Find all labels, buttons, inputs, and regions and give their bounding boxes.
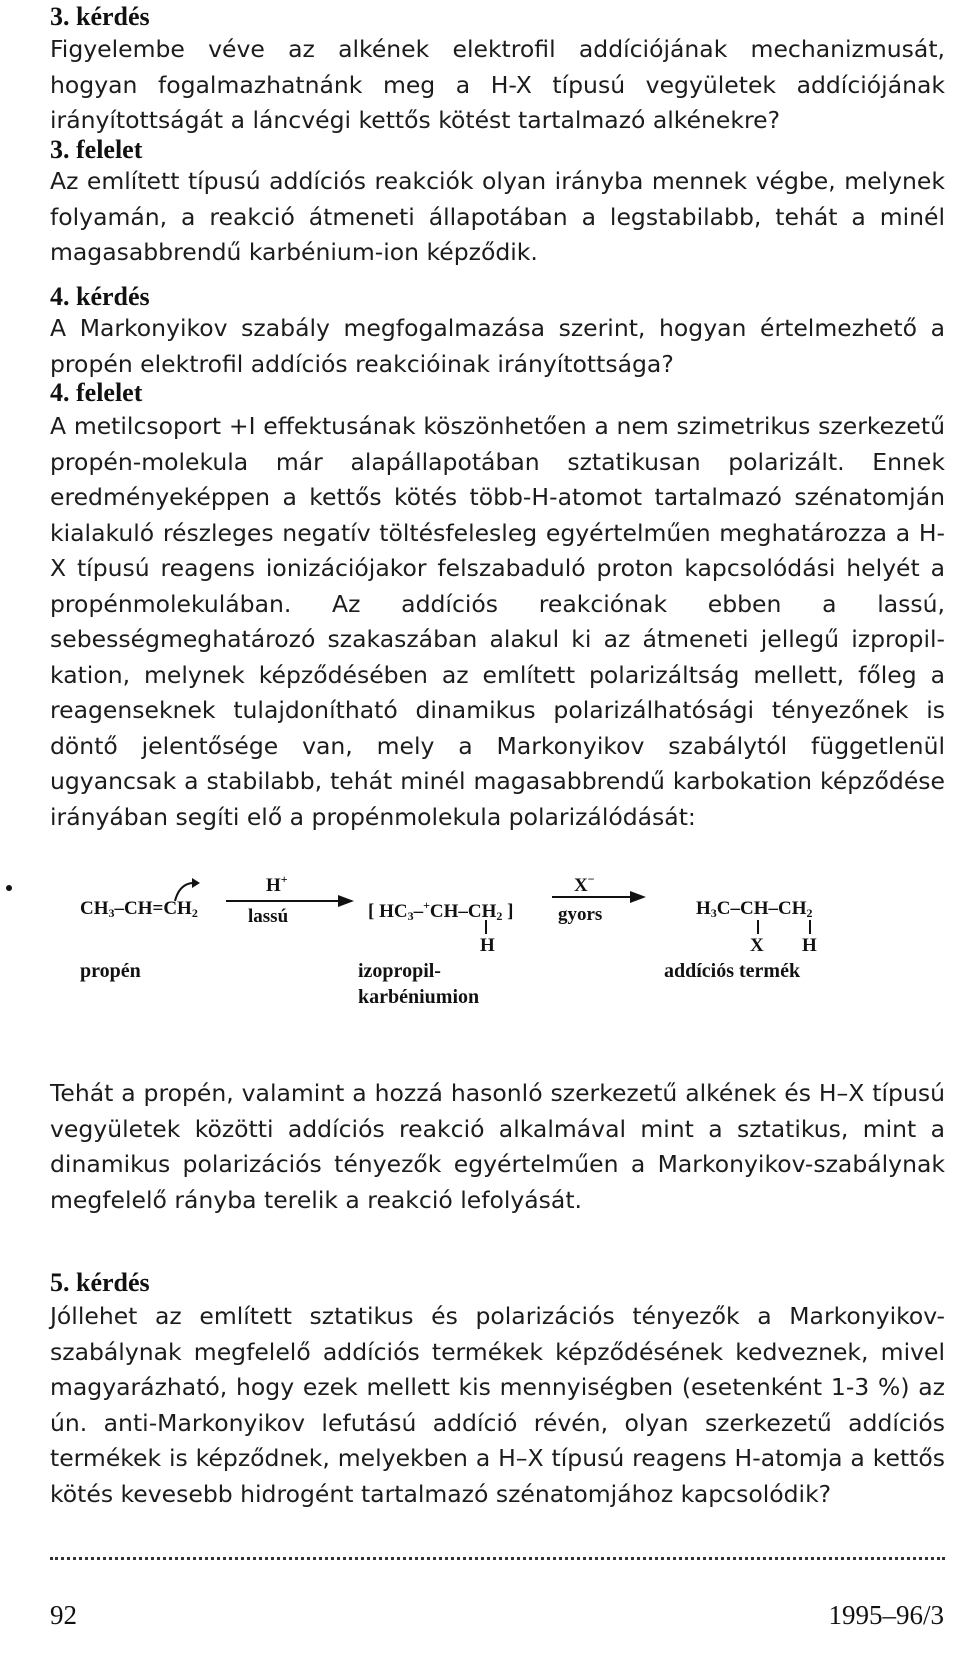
curved-arrow-icon	[170, 875, 210, 905]
reaction-arrow-1-icon	[226, 894, 356, 908]
product-x: X	[750, 935, 764, 956]
footer-rule	[50, 1557, 945, 1560]
arrow1-reagent: H+	[266, 872, 288, 896]
answer-3-heading: 3. felelet	[50, 135, 143, 164]
page-number: 92	[50, 1600, 77, 1630]
question-5-heading: 5. kérdés	[50, 1268, 150, 1297]
label-intermediate-line2: karbéniumion	[358, 986, 480, 1008]
label-intermediate-line1: izopropil-	[358, 960, 441, 982]
arrow2-condition: gyors	[558, 904, 603, 925]
question-4-text: A Markonyikov szabály megfogalmazása szerint, hogyan értelmezhető a propén elektrofil addíciós reakcióinak irányítottsága?	[50, 314, 945, 378]
label-reactant: propén	[80, 960, 141, 982]
product-formula: $H_3C-CH-CH_2$	[696, 898, 813, 920]
intermediate-h: H	[480, 935, 495, 956]
margin-bullet	[6, 885, 12, 891]
question-5-text: Jóllehet az említett sztatikus és polarizációs tényezők a Markonyikov-szabálynak megfelelő addíciós termékek képződésének kedveznek, mivel magyarázható, hogy ezek mellett kis mennyiségben (esetenként 1-3 %) az ún. anti-Markonyikov lefutású addíció révén, olyan szerkezetű addíciós termékek is képződnek, melyekben a H–X típusú reagens H-atomja a kettős kötés kevesebb hidrogént tartalmazó szénatomjához kapcsolódik?	[50, 1302, 945, 1508]
reactant-formula: $CH_3-CH=CH_2$	[80, 898, 198, 920]
question-4-heading: 4. kérdés	[50, 282, 150, 311]
bond-line	[484, 920, 488, 936]
arrow2-reagent: X−	[574, 872, 595, 896]
conclusion-text: Tehát a propén, valamint a hozzá hasonló szerkezetű alkének és H–X típusú vegyületek közötti addíciós reakció alkalmával mint a sztatikus, mint a dinamikus polarizációs tényezők egyértelműen a Markonyikov-szabálynak megfelelő rányba terelik a reakció lefolyását.	[50, 1079, 945, 1214]
question-3-text: Figyelembe véve az alkének elektrofil addíciójának mechanizmusát, hogyan fogalmazhatnánk meg a H-X típusú vegyületek addíciójának irányítottságát a láncvégi kettős kötést tartalmazó alkénekre?	[50, 35, 945, 134]
product-bond-lines	[754, 920, 814, 936]
label-product: addíciós termék	[664, 960, 801, 982]
issue-number: 1995–96/3	[828, 1600, 944, 1630]
intermediate-formula: [ $HC_3-^+CH-CH_2$ ]	[368, 898, 514, 923]
answer-3-text: Az említett típusú addíciós reakciók olyan irányba mennek végbe, melynek folyamán, a reakció átmeneti állapotában a legstabilabb, tehát a minél magasabbrendű karbénium-ion képződik.	[50, 167, 945, 266]
product-h: H	[802, 935, 817, 956]
answer-4-heading: 4. felelet	[50, 378, 143, 407]
question-3-heading: 3. kérdés	[50, 2, 150, 31]
answer-4-text: A metilcsoport +I effektusának köszönhetően a nem szimetrikus szerkezetű propén-molekula már alapállapotában sztatikusan polarizált. Ennek eredményeképpen a kettős kötés több-H-atomot tartalmazó szénatomján kialakuló részleges negatív töltésfelesleg egyértelműen meghatározza a H-X típusú reagens ionizációjakor felszabaduló proton kapcsolódási helyét a propénmolekulában. Az addíciós reakciónak ebben a lassú, sebességmeghatározó szakaszában alakul ki az átmeneti jellegű izpropil-kation, melynek képződésében az említett polarizáltság mellett, főleg a reagenseknek tulajdonítható dinamikus polarizálhatósági tényezőnek is döntő jelentősége van, mely a Markonyikov szabálytól függetlenül ugyancsak a stabilabb, tehát minél magasabbrendű karbokation képződése irányában segíti elő a propénmolekula polarizálódását:	[50, 412, 945, 831]
reaction-arrow-2-icon	[552, 890, 648, 904]
arrow1-condition: lassú	[248, 906, 289, 927]
